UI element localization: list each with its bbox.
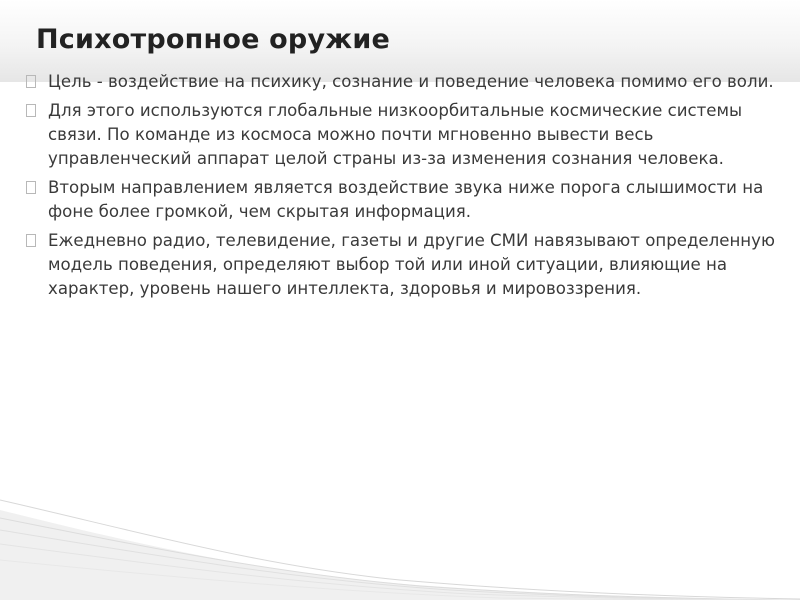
bullet-square-icon <box>26 181 36 194</box>
bullet-text: Ежедневно радио, телевидение, газеты и другие СМИ навязывают определенную модель поведения, определяют выбор той или иной ситуации, влияющие на характер, уровень нашего интеллекта, здоровья и мировоззрения. <box>48 231 775 298</box>
decorative-wave-lines <box>0 470 800 600</box>
bullet-square-icon <box>26 234 36 247</box>
bullet-list <box>22 70 782 306</box>
slide-title: Психотропное оружие <box>36 24 390 55</box>
bullet-item <box>22 229 782 301</box>
bullet-text: Для этого используются глобальные низкоорбитальные космические системы связи. По команде из космоса можно почти мгновенно вывести весь управленческий аппарат целой страны из-за изменения сознания человека. <box>48 101 743 168</box>
bullet-item <box>22 70 782 94</box>
bullet-square-icon <box>26 104 36 117</box>
bullet-item <box>22 176 782 224</box>
bullet-item <box>22 99 782 171</box>
bullet-text: Вторым направлением является воздействие звука ниже порога слышимости на фоне более громкой, чем скрытая информация. <box>48 178 764 221</box>
bullet-text: Цель - воздействие на психику, сознание и поведение человека помимо его воли. <box>48 72 774 91</box>
bullet-square-icon <box>26 75 36 88</box>
